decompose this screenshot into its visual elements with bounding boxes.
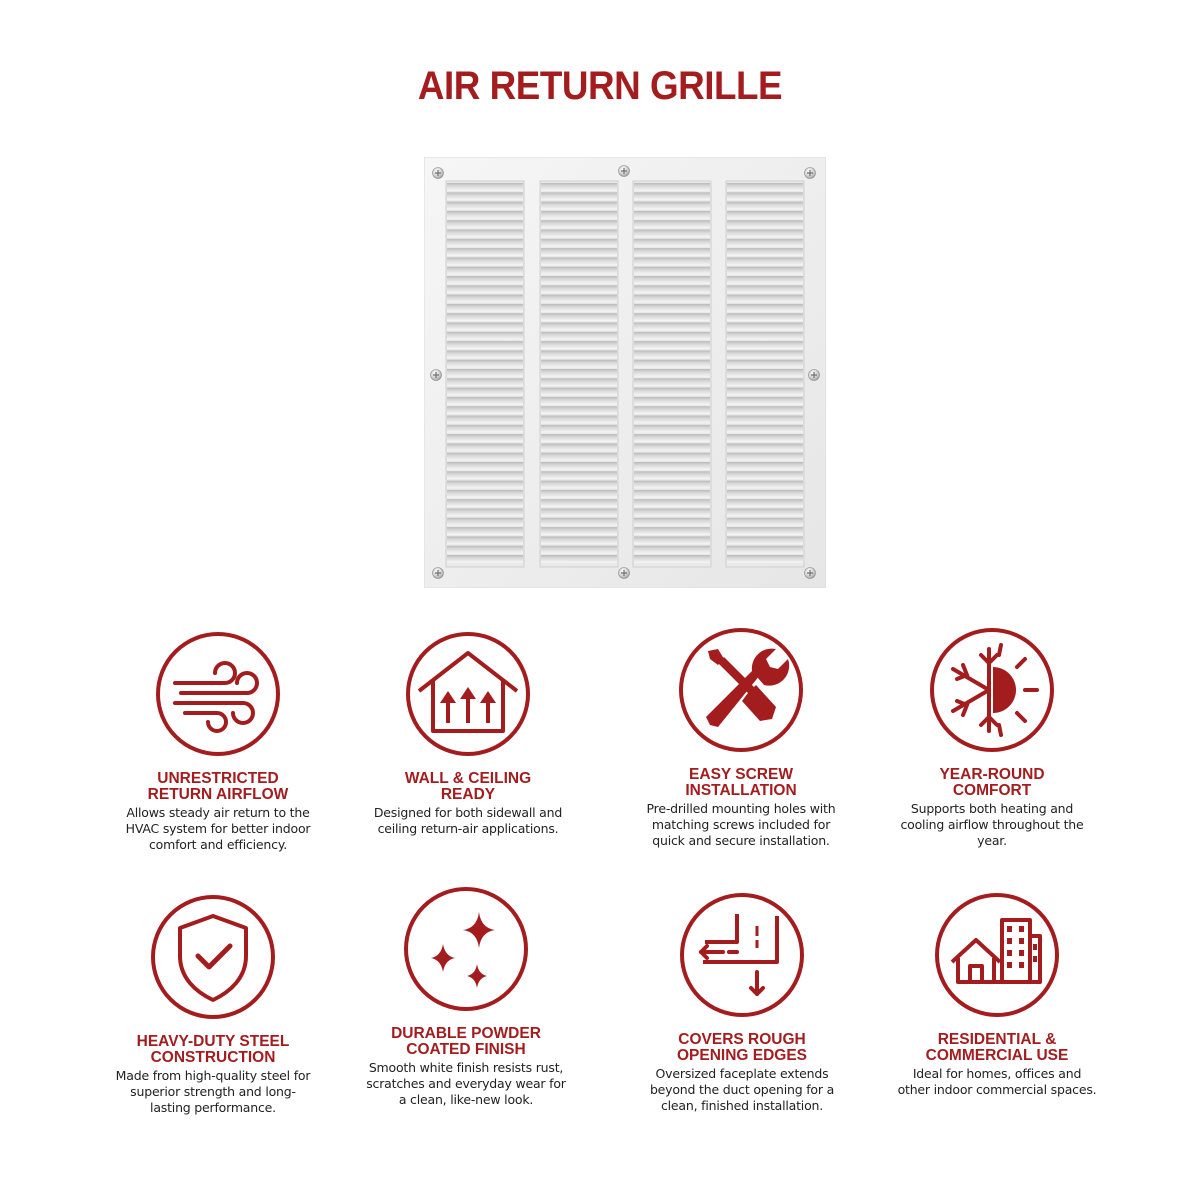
grille-slat	[447, 555, 523, 563]
grille-slat	[727, 388, 803, 396]
grille-slat	[447, 220, 523, 228]
feature-wall-ceiling-ready	[343, 631, 593, 837]
grille-slat	[727, 202, 803, 210]
grille-slat	[634, 183, 710, 191]
grille-slat	[727, 341, 803, 349]
grille-slat	[447, 285, 523, 293]
grille-slat	[634, 350, 710, 358]
grille-slat	[541, 546, 617, 554]
grille-slat	[541, 341, 617, 349]
feature-heavy-duty-steel	[88, 894, 338, 1116]
grille-slat	[634, 490, 710, 498]
grille-slat	[727, 406, 803, 414]
grille-slat	[541, 434, 617, 442]
grille-slat	[541, 220, 617, 228]
grille-slat	[447, 453, 523, 461]
grille-slat	[634, 220, 710, 228]
grille-slat	[541, 192, 617, 200]
grille-slat	[447, 304, 523, 312]
grille-slat	[634, 453, 710, 461]
grille-slat	[634, 230, 710, 238]
grille-slat	[541, 378, 617, 386]
grille-slat	[634, 257, 710, 265]
grille-slat	[447, 211, 523, 219]
grille-slat	[727, 499, 803, 507]
corner-arrows-icon	[679, 892, 805, 1018]
feature-year-round-comfort	[867, 627, 1117, 849]
grille-slat	[727, 425, 803, 433]
grille-slat	[727, 211, 803, 219]
feature-title: YEAR-ROUND COMFORT	[939, 766, 1045, 799]
grille-slat	[634, 341, 710, 349]
grille-slat	[727, 257, 803, 265]
grille-slat	[541, 304, 617, 312]
grille-slat	[447, 341, 523, 349]
grille-slat	[634, 443, 710, 451]
grille-slat	[634, 378, 710, 386]
grille-slat	[634, 397, 710, 405]
grille-slat	[447, 202, 523, 210]
grille-slat	[634, 425, 710, 433]
grille-slat	[727, 230, 803, 238]
feature-badge	[929, 627, 1055, 753]
grille-slat	[541, 285, 617, 293]
grille-slat	[541, 350, 617, 358]
grille-slat	[727, 323, 803, 331]
grille-slat	[634, 248, 710, 256]
grille-slat	[447, 360, 523, 368]
grille-slat	[541, 509, 617, 517]
grille-slat	[727, 443, 803, 451]
grille-slat	[541, 397, 617, 405]
grille-slat	[541, 183, 617, 191]
grille-slat	[447, 267, 523, 275]
feature-title: DURABLE POWDER COATED FINISH	[391, 1025, 541, 1058]
grille-slat	[634, 267, 710, 275]
feature-title: COVERS ROUGH OPENING EDGES	[676, 1031, 808, 1064]
grille-slat	[727, 183, 803, 191]
grille-slat	[447, 239, 523, 247]
grille-slat	[541, 425, 617, 433]
grille-slat	[447, 248, 523, 256]
grille-slat	[727, 267, 803, 275]
grille-slat	[727, 434, 803, 442]
shield-check-icon	[150, 894, 276, 1020]
grille-slat	[447, 378, 523, 386]
grille-slat	[541, 230, 617, 238]
grille-slat	[634, 369, 710, 377]
grille-slat	[727, 471, 803, 479]
grille-slat	[447, 481, 523, 489]
house-building-icon	[934, 892, 1060, 1018]
grille-slat	[541, 332, 617, 340]
grille-slat	[727, 416, 803, 424]
grille-slat	[447, 546, 523, 554]
grille-slat	[727, 378, 803, 386]
feature-description: Allows steady air return to the HVAC system for better indoor comfort and efficiency.	[125, 805, 311, 852]
grille-slat	[727, 285, 803, 293]
grille-slat	[541, 211, 617, 219]
feature-badge	[150, 894, 276, 1020]
feature-badge	[155, 631, 281, 757]
feature-residential-commercial	[872, 892, 1122, 1098]
grille-slat	[541, 248, 617, 256]
grille-slat	[541, 267, 617, 275]
grille-product-image	[424, 157, 826, 588]
grille-slat	[634, 304, 710, 312]
grille-slat	[727, 239, 803, 247]
feature-covers-rough-edges	[617, 892, 867, 1114]
grille-slat	[541, 527, 617, 535]
grille-slat	[634, 192, 710, 200]
grille-slat	[727, 192, 803, 200]
grille-slat	[727, 313, 803, 321]
feature-title: WALL & CEILING READY	[404, 770, 532, 803]
grille-slat	[634, 313, 710, 321]
grille-slat	[634, 509, 710, 517]
grille-slat	[634, 471, 710, 479]
grille-slat	[727, 536, 803, 544]
grille-slat	[727, 350, 803, 358]
grille-slat	[447, 257, 523, 265]
grille-slat	[541, 443, 617, 451]
grille-slat	[727, 295, 803, 303]
grille-slat	[447, 406, 523, 414]
grille-slat	[447, 313, 523, 321]
grille-slat	[447, 416, 523, 424]
grille-slat	[634, 406, 710, 414]
grille-slat	[634, 462, 710, 470]
grille-slat	[634, 546, 710, 554]
grille-slat	[727, 546, 803, 554]
feature-title: HEAVY-DUTY STEEL CONSTRUCTION	[136, 1033, 290, 1066]
grille-slat	[727, 490, 803, 498]
grille-slat	[727, 276, 803, 284]
grille-slat	[634, 332, 710, 340]
grille-slat	[634, 323, 710, 331]
grille-slat	[541, 490, 617, 498]
grille-slat	[541, 555, 617, 563]
feature-description: Ideal for homes, offices and other indoor commercial spaces.	[897, 1066, 1097, 1097]
grille-slat	[634, 481, 710, 489]
grille-slat	[447, 323, 523, 331]
grille-slat	[541, 202, 617, 210]
grille-slat	[541, 499, 617, 507]
grille-slat	[541, 276, 617, 284]
grille-slat	[727, 220, 803, 228]
grille-slat	[634, 434, 710, 442]
grille-slat	[541, 360, 617, 368]
wind-icon	[155, 631, 281, 757]
grille-slat	[447, 536, 523, 544]
grille-slat	[447, 230, 523, 238]
grille-slat	[447, 443, 523, 451]
grille-slat	[541, 323, 617, 331]
screwdriver-wrench-icon	[678, 627, 804, 753]
feature-description: Oversized faceplate extends beyond the duct opening for a clean, finished installation.	[649, 1066, 835, 1113]
grille-slat	[447, 192, 523, 200]
grille-slat	[727, 332, 803, 340]
grille-slat	[634, 211, 710, 219]
grille-slat	[727, 518, 803, 526]
grille-slat	[727, 481, 803, 489]
grille-slat	[541, 257, 617, 265]
grille-slat	[447, 183, 523, 191]
feature-title: UNRESTRICTED RETURN AIRFLOW	[147, 770, 289, 803]
grille-slat	[541, 239, 617, 247]
sparkles-icon	[403, 886, 529, 1012]
feature-badge	[679, 892, 805, 1018]
grille-slat	[447, 397, 523, 405]
grille-slat	[541, 416, 617, 424]
feature-badge	[934, 892, 1060, 1018]
grille-slat	[727, 397, 803, 405]
grille-slat	[447, 350, 523, 358]
grille-slat	[447, 295, 523, 303]
grille-slat	[541, 369, 617, 377]
grille-slat	[541, 453, 617, 461]
grille-slat	[541, 536, 617, 544]
feature-badge	[405, 631, 531, 757]
grille-slat	[541, 481, 617, 489]
feature-badge	[403, 886, 529, 1012]
grille-slat	[447, 388, 523, 396]
grille-slat	[727, 462, 803, 470]
grille-slat	[447, 425, 523, 433]
grille-slat	[447, 332, 523, 340]
grille-slat	[727, 369, 803, 377]
grille-slat	[634, 285, 710, 293]
grille-slat	[634, 416, 710, 424]
feature-badge	[678, 627, 804, 753]
grille-slat	[634, 360, 710, 368]
feature-unrestricted-airflow	[93, 631, 343, 853]
grille-slat	[634, 295, 710, 303]
grille-slat	[634, 518, 710, 526]
grille-slat	[634, 555, 710, 563]
feature-description: Designed for both sidewall and ceiling return-air applications.	[373, 805, 563, 836]
grille-slat	[634, 536, 710, 544]
house-arrows-icon	[405, 631, 531, 757]
feature-powder-coated-finish	[341, 886, 591, 1108]
feature-description: Smooth white finish resists rust, scratches and everyday wear for a clean, like-new look.	[366, 1060, 566, 1107]
grille-slat	[727, 509, 803, 517]
grille-slat	[447, 499, 523, 507]
grille-slat	[541, 388, 617, 396]
grille-slat	[447, 369, 523, 377]
grille-slat	[541, 295, 617, 303]
grille-slat	[727, 248, 803, 256]
grille-slat	[447, 434, 523, 442]
grille-slat	[727, 527, 803, 535]
feature-easy-installation	[616, 627, 866, 849]
feature-description: Made from high-quality steel for superior strength and long-lasting performance.	[115, 1068, 311, 1115]
feature-description: Supports both heating and cooling airflow throughout the year.	[900, 801, 1084, 848]
grille-slat	[447, 276, 523, 284]
grille-slat	[447, 490, 523, 498]
grille-slat	[541, 313, 617, 321]
grille-slat	[727, 453, 803, 461]
grille-slat	[727, 360, 803, 368]
feature-title: RESIDENTIAL & COMMERCIAL USE	[925, 1031, 1069, 1064]
grille-slat	[541, 518, 617, 526]
grille-slat	[447, 527, 523, 535]
grille-slat	[447, 518, 523, 526]
grille-slat	[634, 276, 710, 284]
page-title: AIR RETURN GRILLE	[417, 64, 783, 108]
grille-slat	[541, 471, 617, 479]
grille-slat	[541, 462, 617, 470]
grille-slat	[634, 239, 710, 247]
grille-slat	[447, 462, 523, 470]
grille-slat	[634, 499, 710, 507]
grille-slat	[447, 471, 523, 479]
grille-slat	[727, 304, 803, 312]
feature-description: Pre-drilled mounting holes with matching screws included for quick and secure installation.	[646, 801, 836, 848]
feature-title: EASY SCREW INSTALLATION	[685, 766, 797, 799]
grille-slat	[447, 509, 523, 517]
snowflake-sun-icon	[929, 627, 1055, 753]
grille-slat	[634, 388, 710, 396]
grille-slat	[727, 555, 803, 563]
grille-slat	[634, 527, 710, 535]
grille-slat	[541, 406, 617, 414]
grille-slat	[634, 202, 710, 210]
